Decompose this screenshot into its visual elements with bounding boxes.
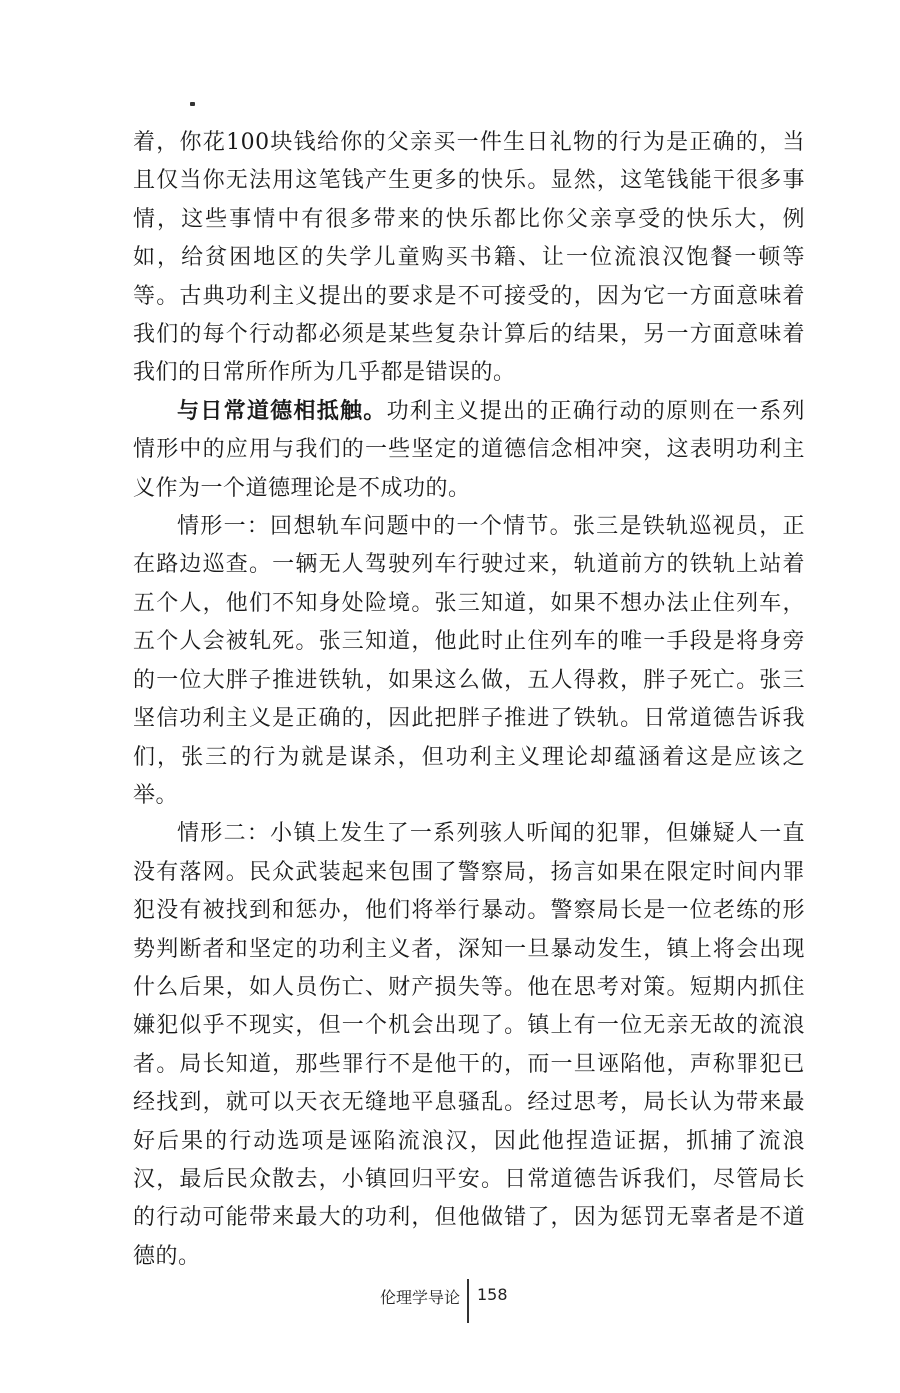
stray-mark [190,102,195,106]
footer-divider [467,1279,469,1323]
book-title: 伦理学导论 [379,1288,460,1307]
paragraph-continuation: 着，你花100块钱给你的父亲买一件生日礼物的行为是正确的，当且仅当你无法用这笔钱产生更多的快乐。显然，这笔钱能干很多事情，这些事情中有很多带来的快乐都比你父亲享受的快乐大，例如，给贫困地区的失学儿童购买书籍、让一位流浪汉饱餐一顿等等。古典功利主义提出的要求是不可接受的，因为它一方面意味着我们的每个行动都必须是某些复杂计算后的结果，另一方面意味着我们的日常所作所为几乎都是错误的。 [133,130,805,386]
inline-heading: 与日常道德相抵触。 [177,398,387,424]
paragraph-text: 功利主义提出的正确行动的原则在一系列情形中的应用与我们的一些坚定的道德信念相冲突，这表明功利主义作为一个道德理论是不成功的。 [133,398,805,501]
paragraph-case-two: 情形二：小镇上发生了一系列骇人听闻的犯罪，但嫌疑人一直没有落网。民众武装起来包围了警察局，扬言如果在限定时间内罪犯没有被找到和惩办，他们将举行暴动。警察局长是一位老练的形势判断者和坚定的功利主义者，深知一旦暴动发生，镇上将会出现什么后果，如人员伤亡、财产损失等。他在思考对策。短期内抓住嫌犯似乎不现实，但一个机会出现了。镇上有一位无亲无故的流浪者。局长知道，那些罪行不是他干的，而一旦诬陷他，声称罪犯已经找到，就可以天衣无缝地平息骚乱。经过思考，局长认为带来最好后果的行动选项是诬陷流浪汉，因此他捏造证据，抓捕了流浪汉，最后民众散去，小镇回归平安。日常道德告诉我们，尽管局长的行动可能带来最大的功利，但他做错了，因为惩罚无辜者是不道德的。 [133,821,805,1269]
paragraph-case-one: 情形一：回想轨车问题中的一个情节。张三是铁轨巡视员，正在路边巡查。一辆无人驾驶列车行驶过来，轨道前方的铁轨上站着五个人，他们不知身处险境。张三知道，如果不想办法止住列车，五个人会被轧死。张三知道，他此时止住列车的唯一手段是将身旁的一位大胖子推进铁轨，如果这么做，五人得救，胖子死亡。张三坚信功利主义是正确的，因此把胖子推进了铁轨。日常道德告诉我们，张三的行为就是谋杀，但功利主义理论却蕴涵着这是应该之举。 [133,514,805,808]
paragraph-conflict-with-morality [133,393,805,508]
body-text [133,124,805,1276]
page-number: 158 [477,1285,508,1304]
page-footer [0,1279,900,1323]
